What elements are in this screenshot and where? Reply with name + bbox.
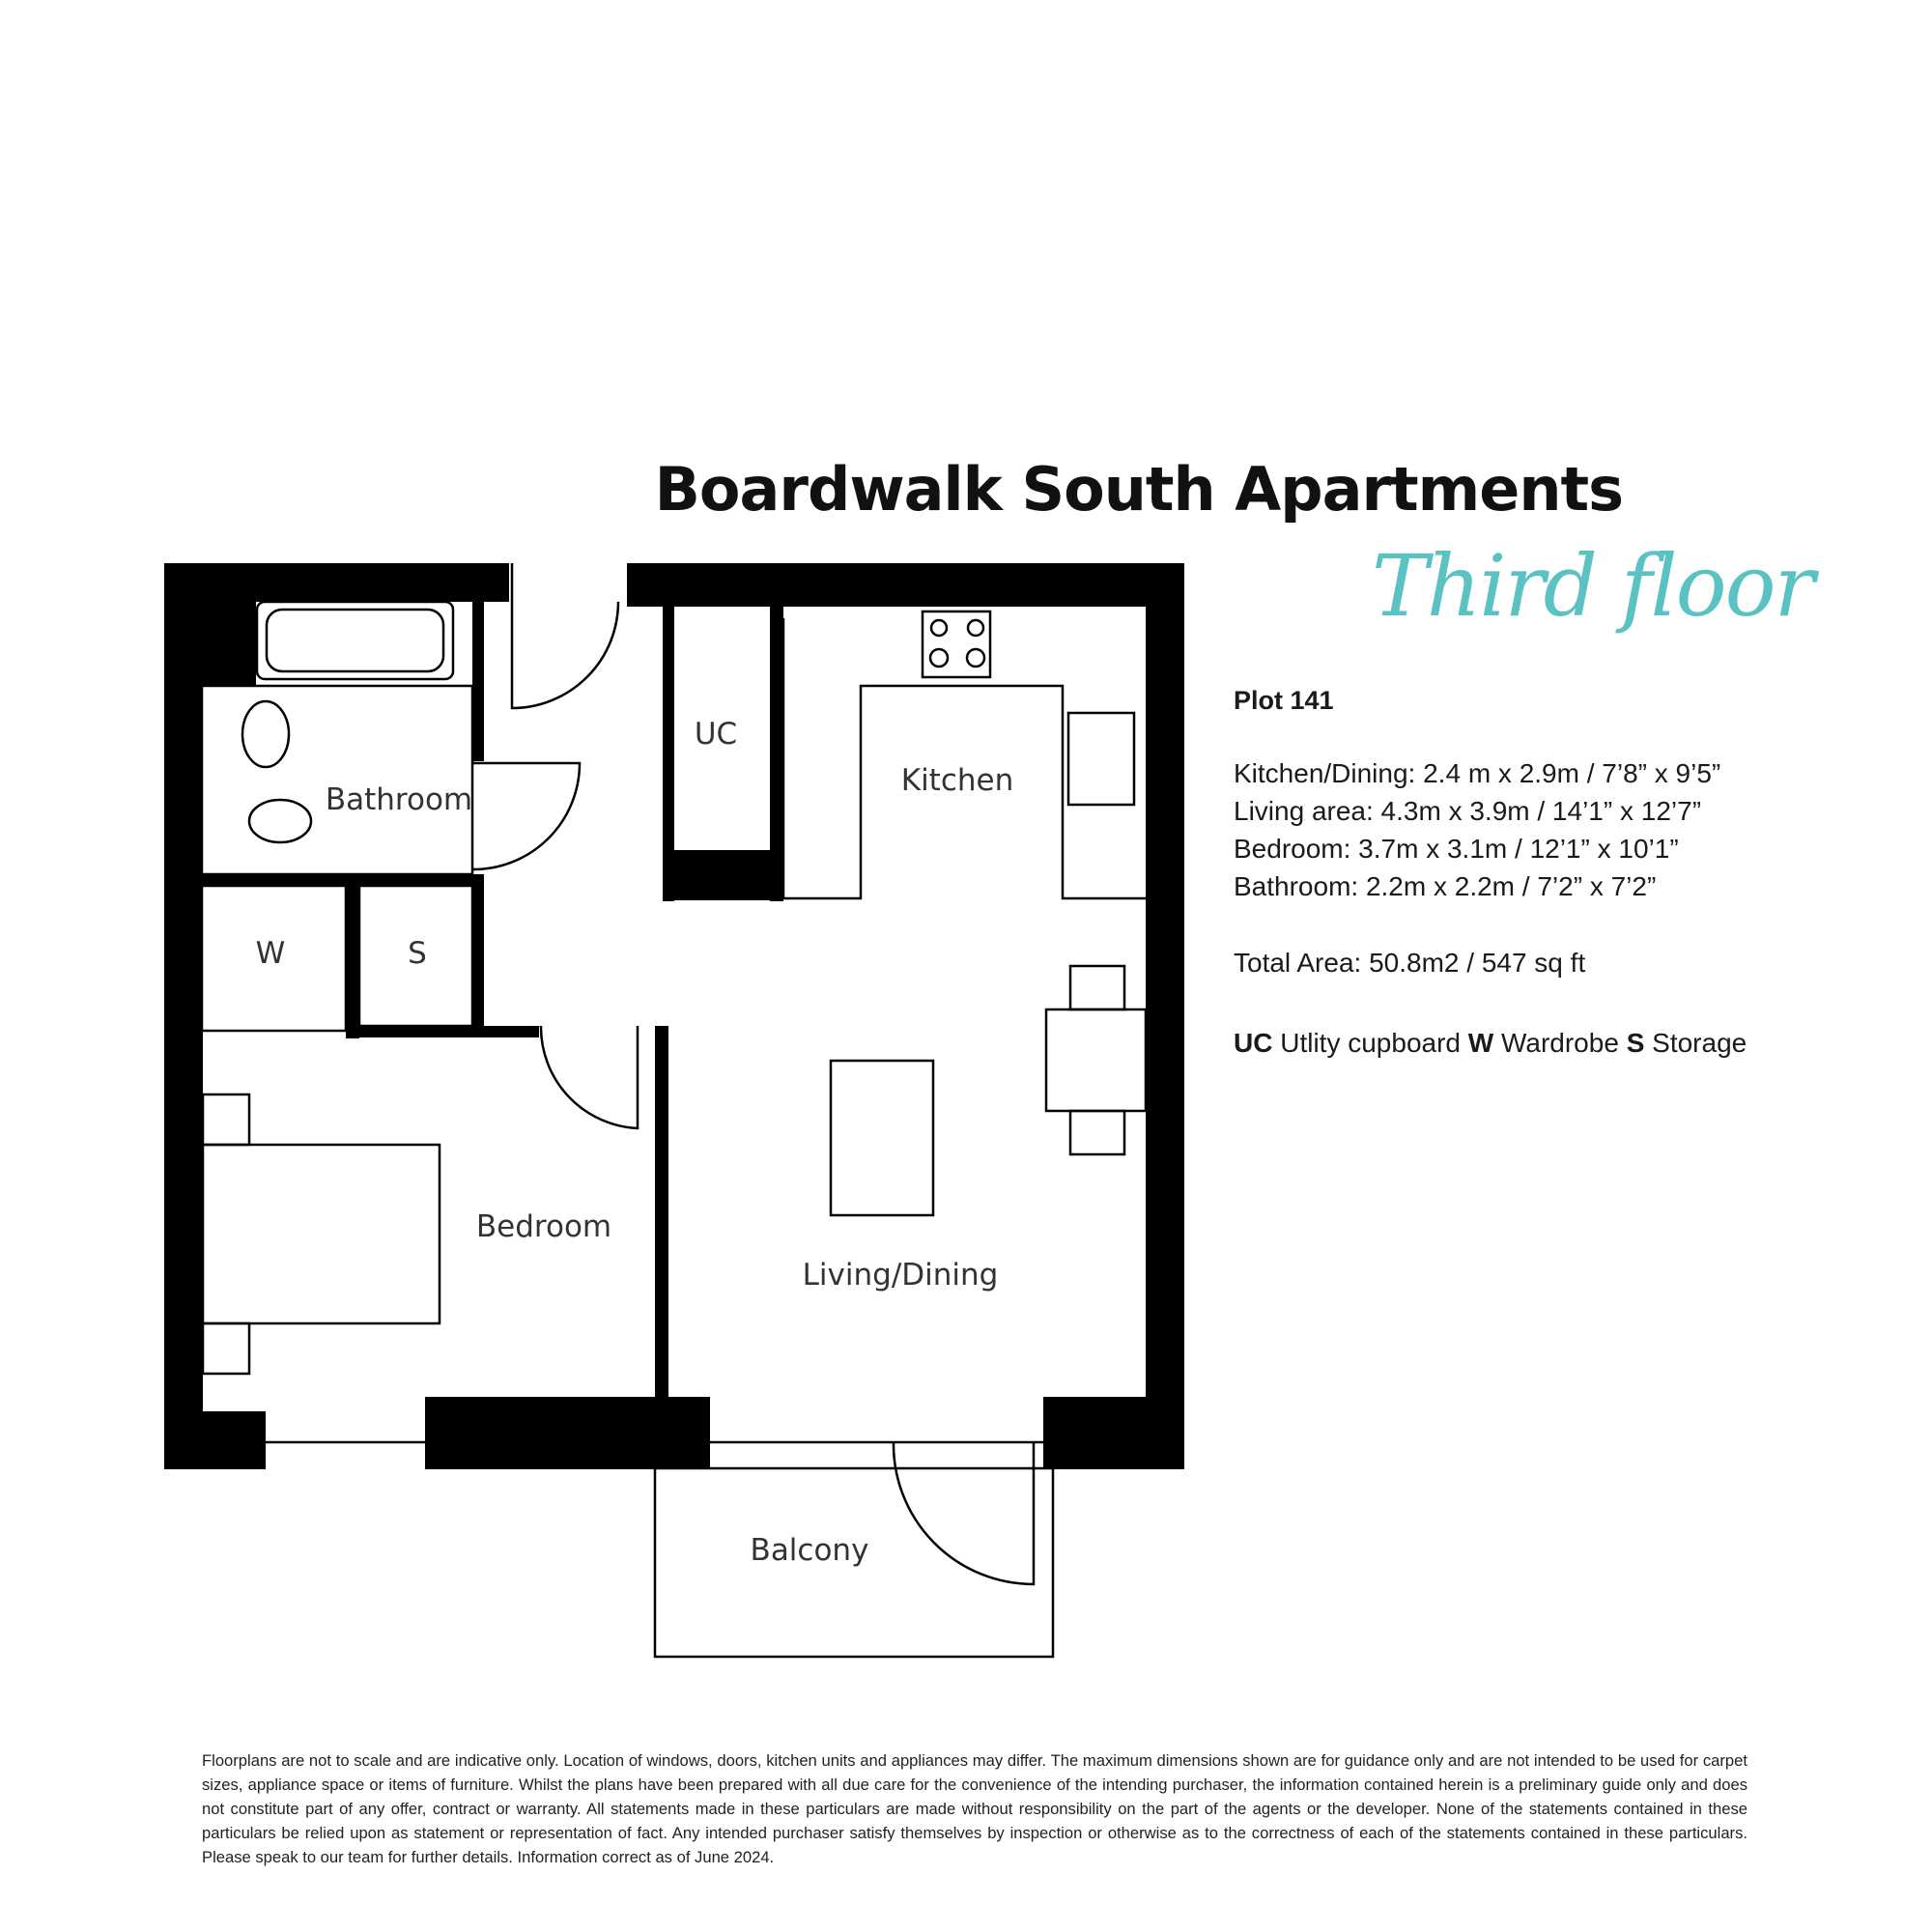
total-area: Total Area: 50.8m2 / 547 sq ft [1234, 948, 1586, 978]
kitchen-counter [783, 618, 1146, 898]
dimension-kitchen: Kitchen/Dining: 2.4 m x 2.9m / 7’8” x 9’5” [1234, 758, 1721, 788]
chair-top [1070, 966, 1124, 1009]
bedside-top [203, 1094, 249, 1145]
dining-table [1046, 1009, 1146, 1111]
balcony-door-swing [894, 1441, 1034, 1584]
legend-code-uc: UC [1234, 1028, 1273, 1058]
legend-label-uc: Utlity cupboard [1280, 1028, 1461, 1058]
wall-top-left [164, 563, 509, 602]
bathtub-inner [267, 610, 443, 671]
bedside-bottom [203, 1323, 249, 1374]
wall-bottom-3 [1043, 1397, 1184, 1469]
legend-code-s: S [1626, 1028, 1645, 1058]
wall-bedroom-living [655, 1026, 668, 1405]
room-living: Living/Dining [802, 1258, 999, 1293]
room-uc: UC [694, 717, 738, 752]
room-bathroom: Bathroom [325, 782, 473, 817]
wall-uc-bottom [663, 850, 783, 900]
wall-bath-right [472, 602, 484, 761]
wall-right [1146, 563, 1184, 1469]
toilet [249, 800, 311, 842]
bedroom-door-swing [541, 1026, 638, 1128]
legend-code-w: W [1467, 1028, 1494, 1058]
dimension-bedroom: Bedroom: 3.7m x 3.1m / 12’1” x 10’1” [1234, 834, 1679, 864]
wall-bottom-2 [425, 1397, 710, 1469]
wall-bottom-1 [164, 1411, 266, 1469]
bathtub [257, 602, 453, 679]
bed [203, 1145, 440, 1323]
plot-number: Plot 141 [1234, 686, 1334, 715]
room-kitchen: Kitchen [900, 763, 1014, 798]
chair-bottom [1070, 1111, 1124, 1154]
bathroom-outline [202, 686, 472, 874]
room-storage: S [408, 936, 427, 971]
wall-top-right [627, 563, 1184, 607]
bath-door-swing [472, 763, 580, 869]
basin [242, 701, 289, 767]
wall-left [164, 563, 203, 1469]
dimension-living: Living area: 4.3m x 3.9m / 14’1” x 12’7” [1234, 796, 1702, 826]
page-title: Boardwalk South Apartments [654, 454, 1623, 525]
room-balcony: Balcony [750, 1533, 869, 1568]
wall-bath-right-lower [472, 874, 484, 1034]
dimension-bathroom: Bathroom: 2.2m x 2.2m / 7’2” x 7’2” [1234, 871, 1657, 901]
sink [1068, 713, 1134, 805]
legend-label-w: Wardrobe [1501, 1028, 1619, 1058]
disclaimer: Floorplans are not to scale and are indicative only. Location of windows, doors, kitchen units and appliances may differ. The maximum dimensions shown are for guidance only and are not intended to be used for carpet sizes, appliance space or items of furniture. Whilst the plans have been prepared with all due care for the convenience of the intending purchaser, the information contained herein is a preliminary guide only and does not constitute part of any offer, contract or warranty. All statements made in these particulars are made without responsibility on the part of the agents or the developer. None of the statements contained in these particulars be relied upon as statement or representation of fact. Any intended purchaser satisfy themselves by inspection or otherwise as to the correctness of each of the statements contained in these particulars. Please speak to our team for further details. Information correct as of June 2024. [202, 1751, 1747, 1866]
room-bedroom: Bedroom [475, 1209, 612, 1244]
legend-label-s: Storage [1652, 1028, 1747, 1058]
room-wardrobe: W [255, 936, 286, 971]
entrance-door-swing [512, 563, 618, 708]
sofa [831, 1061, 933, 1215]
wall-bath-corner [164, 602, 256, 685]
wall-s-bottom [346, 1026, 539, 1037]
wall-bath-bottom [193, 874, 478, 886]
floor-subtitle: Third floor [1372, 536, 1813, 636]
wall-w-s [346, 874, 359, 1038]
